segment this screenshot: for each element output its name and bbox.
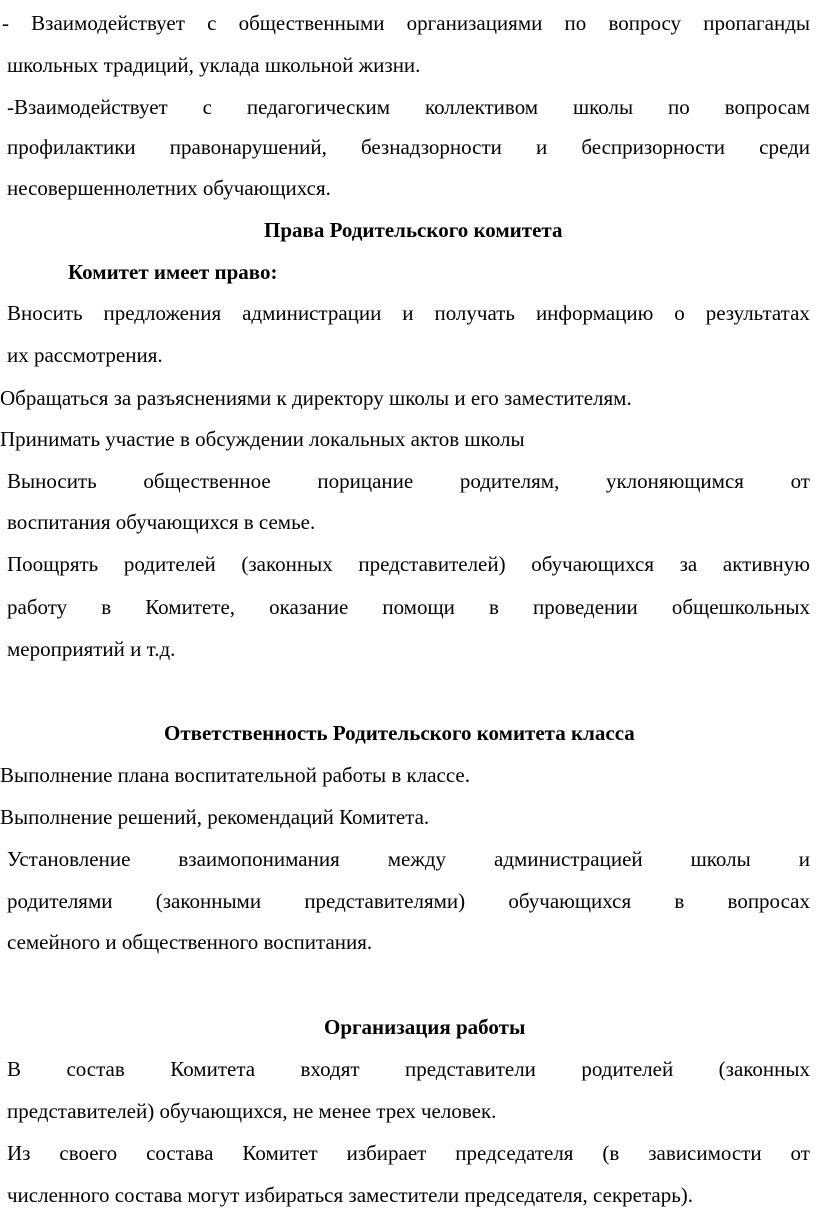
- word: Комитета: [170, 1057, 256, 1081]
- word: между: [387, 847, 447, 871]
- word: профилактики: [7, 135, 136, 159]
- word: уклоняющимся: [605, 469, 744, 493]
- word: своего: [59, 1141, 118, 1165]
- word: среди: [759, 135, 810, 159]
- word: от: [790, 469, 810, 493]
- word: состав: [66, 1057, 125, 1081]
- intro-line-4: [7, 134, 810, 160]
- word: (в: [602, 1141, 620, 1165]
- word: общешкольных: [671, 595, 810, 619]
- word: и: [535, 135, 548, 159]
- word: общественными: [238, 11, 385, 35]
- word: вопросах: [727, 889, 810, 913]
- word: обучающихся: [531, 552, 654, 576]
- word: вопросам: [724, 95, 810, 119]
- word: вопросу: [608, 11, 682, 35]
- rights-item-2: Обращаться за разъяснениями к директору школы и его заместителям.: [0, 386, 632, 410]
- word: -: [2, 11, 9, 35]
- intro-line-1: [2, 10, 810, 36]
- word: с: [207, 11, 217, 35]
- word: по: [668, 95, 690, 119]
- word: и: [798, 847, 810, 871]
- word: пропаганды: [703, 11, 810, 35]
- word: (законных: [718, 1057, 810, 1081]
- word: беспризорности: [581, 135, 726, 159]
- word: правонарушений,: [169, 135, 327, 159]
- word: зависимости: [648, 1141, 762, 1165]
- rights-item-1-line-2: их рассмотрения.: [7, 343, 163, 367]
- word: школы: [690, 847, 751, 871]
- responsibility-heading: Ответственность Родительского комитета класса: [164, 721, 635, 745]
- rights-item-1-line-1: [7, 300, 810, 326]
- word: председателя: [455, 1141, 574, 1165]
- responsibility-item-3-line-3: семейного и общественного воспитания.: [7, 930, 373, 954]
- word: Комитете,: [145, 595, 236, 619]
- word: школы: [573, 95, 634, 119]
- word: состава: [146, 1141, 214, 1165]
- word: администрацией: [494, 847, 643, 871]
- word: родителей: [123, 552, 216, 576]
- rights-item-5-line-1: [7, 551, 810, 577]
- organization-item-2-line-1: [7, 1140, 810, 1166]
- word: общественное: [143, 469, 271, 493]
- word: безнадзорности: [360, 135, 502, 159]
- organization-item-1-line-1: [7, 1056, 810, 1082]
- word: родителями: [7, 889, 113, 913]
- word: Взаимодействует: [31, 11, 185, 35]
- word: (законных: [241, 552, 333, 576]
- word: в: [674, 889, 685, 913]
- word: Комитет: [242, 1141, 318, 1165]
- word: (законными: [155, 889, 262, 913]
- word: обучающихся: [508, 889, 632, 913]
- word: родителей: [581, 1057, 674, 1081]
- word: помощи: [382, 595, 455, 619]
- word: представители: [405, 1057, 536, 1081]
- word: за: [679, 552, 698, 576]
- rights-item-4-line-1: [7, 468, 810, 494]
- word: от: [790, 1141, 810, 1165]
- word: с: [202, 95, 212, 119]
- word: В: [7, 1057, 22, 1081]
- organization-item-1-line-2: представителей) обучающихся, не менее трех человек.: [7, 1099, 497, 1123]
- word: организациями: [406, 11, 543, 35]
- rights-item-5-line-2: [7, 594, 810, 620]
- word: и: [402, 301, 414, 325]
- word: по: [564, 11, 587, 35]
- word: Вносить: [7, 301, 83, 325]
- word: входят: [300, 1057, 360, 1081]
- word: Поощрять: [7, 552, 99, 576]
- word: в: [488, 595, 499, 619]
- rights-item-4-line-2: воспитания обучающихся в семье.: [7, 510, 316, 534]
- word: избирает: [346, 1141, 427, 1165]
- word: представителей): [358, 552, 506, 576]
- word: в: [101, 595, 112, 619]
- organization-item-2-line-2: численного состава могут избираться заместители председателя, секретарь).: [7, 1183, 694, 1207]
- word: результатах: [705, 301, 810, 325]
- word: Из: [7, 1141, 31, 1165]
- word: о: [674, 301, 685, 325]
- rights-item-3: Принимать участие в обсуждении локальных актов школы: [0, 427, 525, 451]
- word: получать: [434, 301, 516, 325]
- word: работу: [7, 595, 68, 619]
- responsibility-item-3-line-2: [7, 888, 810, 914]
- word: оказание: [269, 595, 349, 619]
- word: взаимопонимания: [178, 847, 340, 871]
- intro-line-3: [7, 94, 810, 120]
- responsibility-item-2: Выполнение решений, рекомендаций Комитета.: [0, 805, 430, 829]
- responsibility-item-3-line-1: [7, 846, 810, 872]
- responsibility-item-1: Выполнение плана воспитательной работы в классе.: [0, 763, 470, 787]
- word: администрации: [242, 301, 382, 325]
- word: порицание: [317, 469, 414, 493]
- rights-item-5-line-3: мероприятий и т.д.: [7, 637, 176, 661]
- intro-line-5: несовершеннолетних обучающихся.: [7, 176, 331, 200]
- rights-subheading: Комитет имеет право:: [68, 260, 278, 284]
- word: проведении: [532, 595, 638, 619]
- rights-heading: Права Родительского комитета: [264, 218, 563, 242]
- word: Выносить: [7, 469, 97, 493]
- word: коллективом: [424, 95, 539, 119]
- word: Установление: [7, 847, 131, 871]
- intro-line-2: школьных традиций, уклада школьной жизни.: [7, 53, 421, 77]
- word: -Взаимодействует: [7, 95, 168, 119]
- word: информацию: [535, 301, 654, 325]
- word: представителями): [304, 889, 466, 913]
- word: родителям,: [459, 469, 560, 493]
- word: предложения: [103, 301, 222, 325]
- organization-heading: Организация работы: [324, 1015, 526, 1039]
- word: активную: [722, 552, 810, 576]
- word: педагогическим: [246, 95, 391, 119]
